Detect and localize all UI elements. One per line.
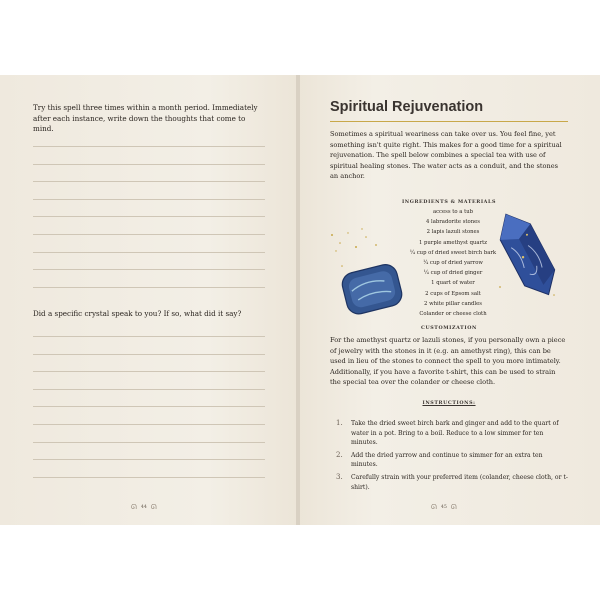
ingredients-heading: INGREDIENTS & MATERIALS <box>401 199 497 205</box>
ingredient-item: 2 lapis lazuli stones <box>426 229 480 236</box>
ingredient-item: 1 purple amethyst quartz <box>418 239 488 246</box>
left-page-number: 44 <box>140 505 147 510</box>
crystal-point-illustration <box>492 207 562 302</box>
journal-lines-2 <box>33 336 265 494</box>
gold-dust-decoration <box>326 225 386 255</box>
ingredient-item: ¼ cup of dried ginger <box>423 270 483 277</box>
ingredient-item: access to a tub <box>432 209 474 215</box>
instructions-list <box>334 419 570 495</box>
customization-text: For the amethyst quartz or lazuli stones, if you personally own a piece of jewelry with the stones in it (e.g. an amethyst ring), this can be used in lieu of the stones to connect the spell to you more intimately. Additionally, if you have a favorite t-shirt, this can be used to strain the special tea over the colander or cheese cloth. <box>330 336 566 387</box>
book-gutter <box>296 75 300 525</box>
journal-lines-1 <box>33 146 265 304</box>
tumbled-stone-illustration <box>338 260 408 318</box>
left-page-footer <box>131 503 157 512</box>
right-page-footer <box>431 503 457 512</box>
right-intro-text: Sometimes a spiritual weariness can take over us. You feel fine, yet something isn't quite right. This makes for a good time for a spiritual rejuvenation. The spell below combines a special tea with use of spiritual healing stones. The water acts as a conduit, and the stones an anchor. <box>330 130 562 181</box>
flourish-icon: ᘏ <box>431 503 437 511</box>
left-intro-text: Try this spell three times within a month period. Immediately after each instance, write down the thoughts that come to mind. <box>33 103 258 133</box>
crystal-question: Did a specific crystal speak to you? If so, what did it say? <box>33 309 242 318</box>
ingredient-item: 2 white pillar candles <box>424 300 482 307</box>
instruction-step: 2. Add the dried yarrow and continue to simmer for an extra ten minutes. <box>336 450 543 469</box>
flourish-icon: ᘏ <box>450 503 457 511</box>
ingredient-item: ¼ cup of dried yarrow <box>423 260 483 267</box>
ingredient-item: 1 quart of water <box>431 280 475 287</box>
ingredient-item: 2 cups of Epsom salt <box>425 290 481 297</box>
ingredient-item: ¼ cup of dried sweet birch bark <box>409 249 497 256</box>
title-divider <box>330 121 568 122</box>
instructions-heading: INSTRUCTIONS: <box>422 400 476 406</box>
instruction-step: 3. Carefully strain with your preferred item (colander, cheese cloth, or t-shirt). <box>336 472 568 491</box>
flourish-icon: ᘏ <box>131 503 137 511</box>
instruction-step: 1. Take the dried sweet birch bark and ginger and add to the quart of water in a pot. Bring to a boil. Reduce to a low simmer for ten minutes. <box>336 419 559 447</box>
flourish-icon: ᘏ <box>150 503 157 511</box>
ingredient-item: 4 labradorite stones <box>425 219 481 226</box>
customization-heading: CUSTOMIZATION <box>421 325 477 331</box>
right-page-number: 45 <box>440 505 447 510</box>
page-title: Spiritual Rejuvenation <box>330 99 484 115</box>
ingredient-item: Colander or cheese cloth <box>419 311 487 318</box>
